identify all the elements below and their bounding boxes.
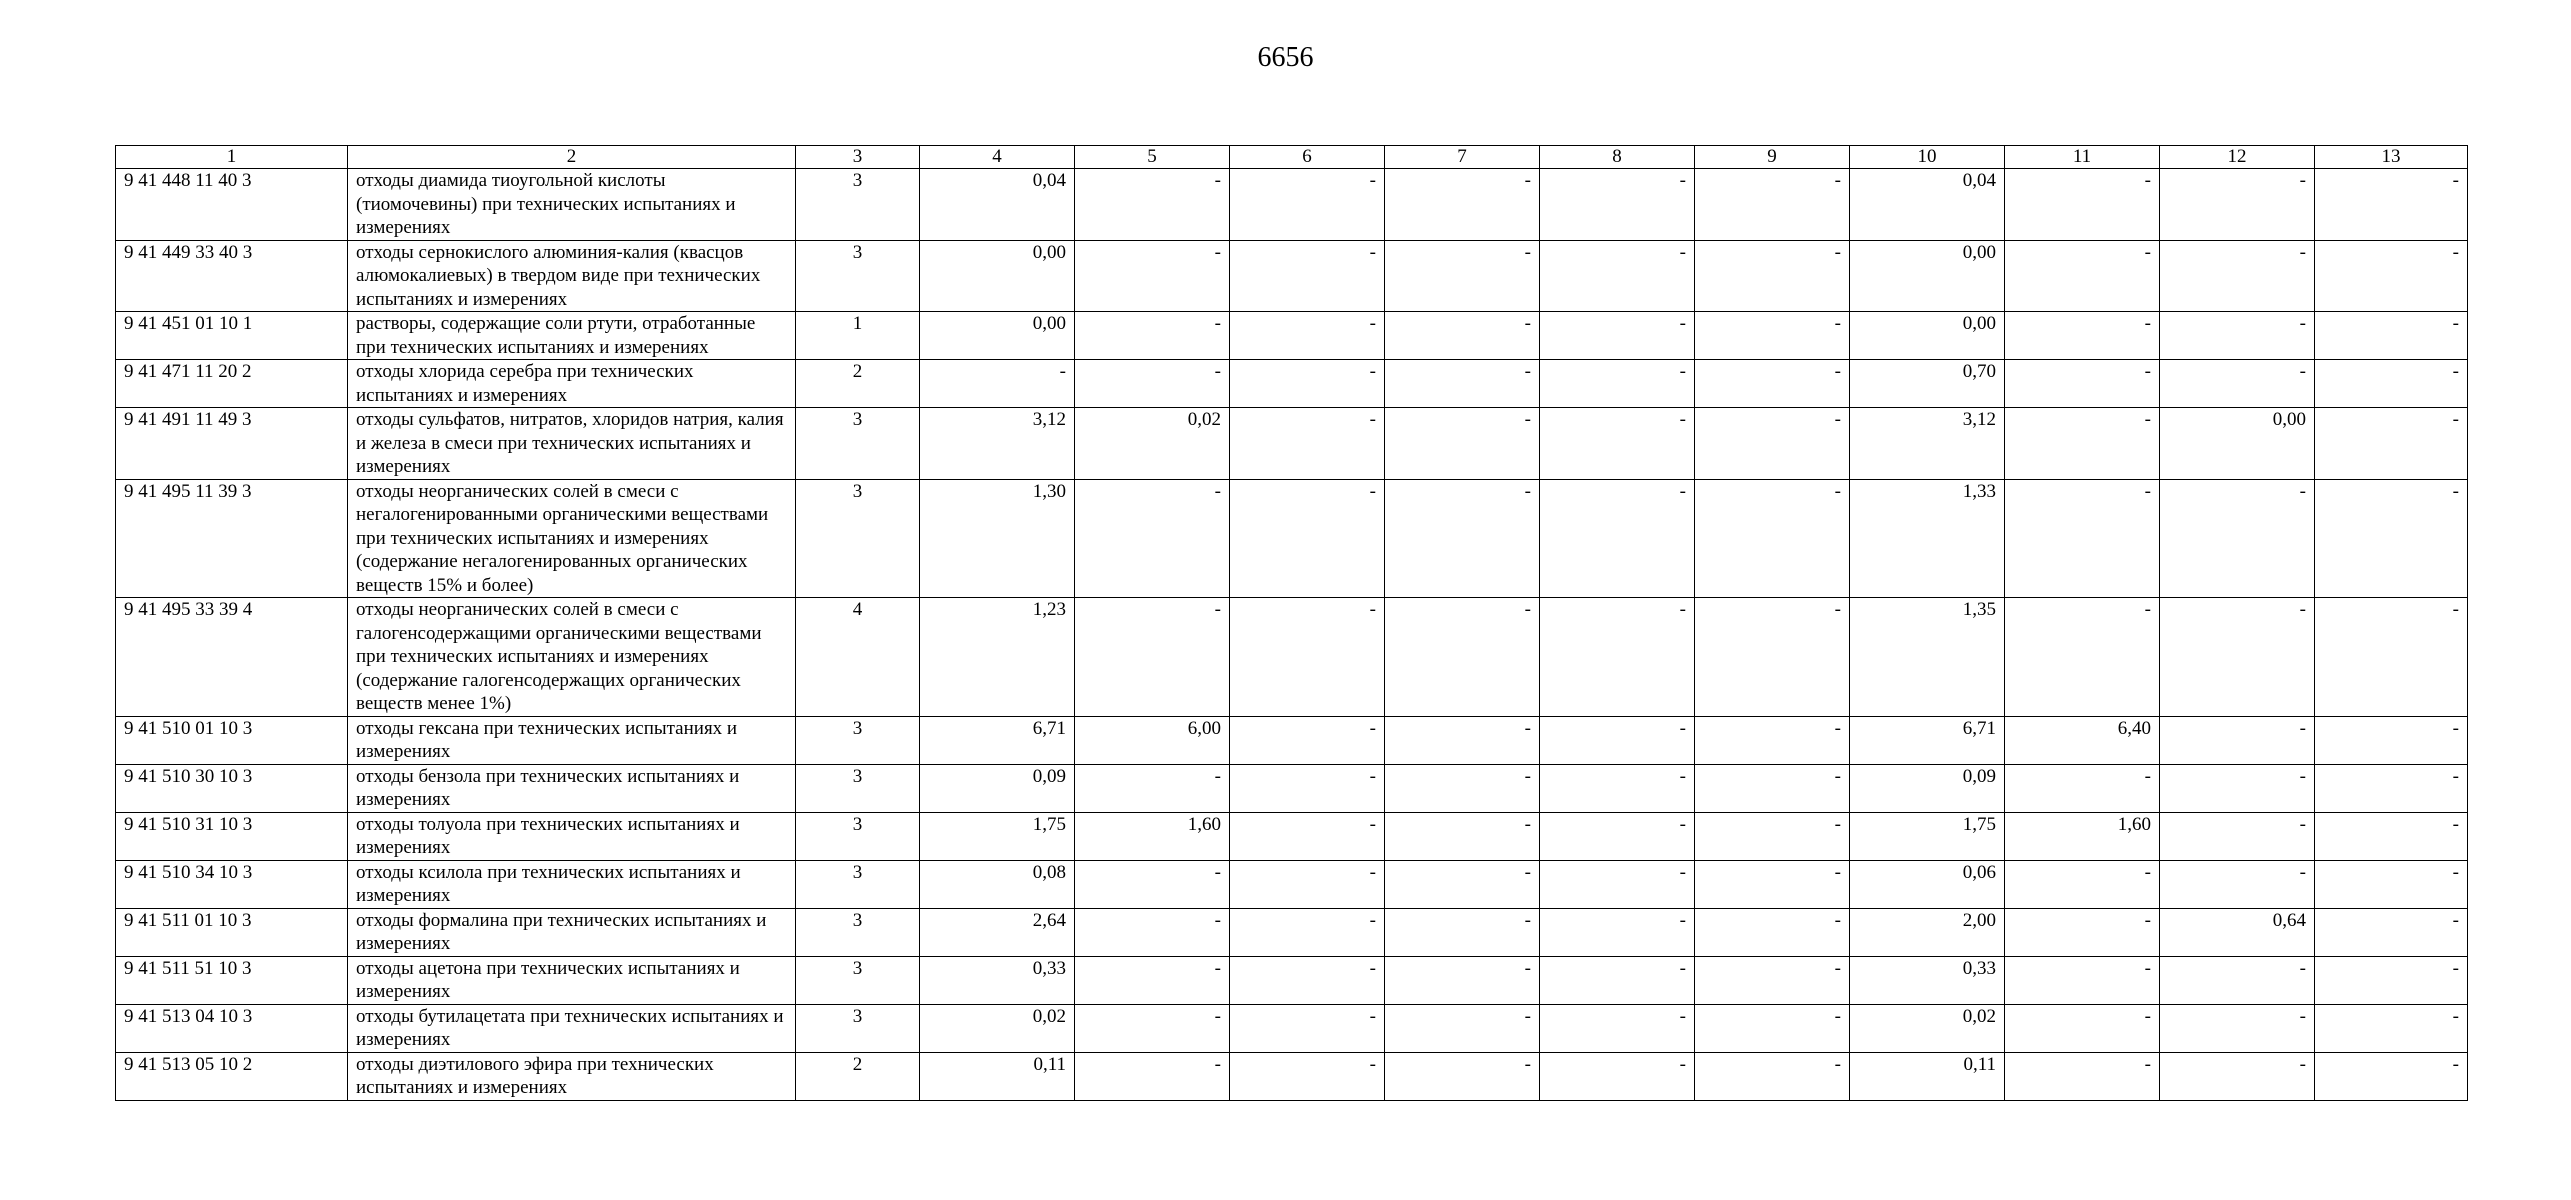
waste-name-cell: отходы сернокислого алюминия-калия (квасцов алюмокалиевых) в твердом виде при технических испытаниях и измерениях xyxy=(348,240,796,312)
value-cell-col-11: - xyxy=(2005,1052,2160,1100)
value-cell-col-10: 2,00 xyxy=(1850,908,2005,956)
waste-code-cell: 9 41 491 11 49 3 xyxy=(116,408,348,480)
value-cell-col-7: - xyxy=(1385,860,1540,908)
value-cell-col-12: - xyxy=(2160,716,2315,764)
value-cell-col-7: - xyxy=(1385,240,1540,312)
value-cell-col-7: - xyxy=(1385,598,1540,717)
value-cell-col-7: - xyxy=(1385,312,1540,360)
value-cell-col-5: 1,60 xyxy=(1075,812,1230,860)
value-cell-col-8: - xyxy=(1540,240,1695,312)
hazard-class-cell: 3 xyxy=(796,408,920,480)
waste-code-cell: 9 41 495 11 39 3 xyxy=(116,479,348,598)
waste-code-cell: 9 41 510 30 10 3 xyxy=(116,764,348,812)
value-cell-col-11: - xyxy=(2005,169,2160,241)
value-cell-col-8: - xyxy=(1540,908,1695,956)
column-header: 10 xyxy=(1850,146,2005,169)
value-cell-col-12: - xyxy=(2160,956,2315,1004)
hazard-class-cell: 3 xyxy=(796,169,920,241)
column-header: 1 xyxy=(116,146,348,169)
waste-code-cell: 9 41 451 01 10 1 xyxy=(116,312,348,360)
value-cell-col-4: 0,00 xyxy=(920,240,1075,312)
value-cell-col-4: 2,64 xyxy=(920,908,1075,956)
value-cell-col-9: - xyxy=(1695,479,1850,598)
value-cell-col-9: - xyxy=(1695,312,1850,360)
value-cell-col-6: - xyxy=(1230,812,1385,860)
value-cell-col-8: - xyxy=(1540,479,1695,598)
value-cell-col-9: - xyxy=(1695,360,1850,408)
value-cell-col-4: 6,71 xyxy=(920,716,1075,764)
table-row xyxy=(116,312,2468,360)
waste-name-cell: отходы бензола при технических испытаниях и измерениях xyxy=(348,764,796,812)
value-cell-col-6: - xyxy=(1230,1004,1385,1052)
page-number: 6656 xyxy=(1257,42,1314,73)
column-header: 8 xyxy=(1540,146,1695,169)
waste-name-cell: отходы диамида тиоугольной кислоты (тиомочевины) при технических испытаниях и измерениях xyxy=(348,169,796,241)
value-cell-col-7: - xyxy=(1385,408,1540,480)
value-cell-col-6: - xyxy=(1230,408,1385,480)
table-row xyxy=(116,169,2468,241)
value-cell-col-6: - xyxy=(1230,240,1385,312)
value-cell-col-13: - xyxy=(2315,408,2468,480)
value-cell-col-6: - xyxy=(1230,956,1385,1004)
value-cell-col-13: - xyxy=(2315,764,2468,812)
value-cell-col-4: 1,75 xyxy=(920,812,1075,860)
value-cell-col-10: 0,00 xyxy=(1850,240,2005,312)
hazard-class-cell: 3 xyxy=(796,764,920,812)
value-cell-col-4: 0,00 xyxy=(920,312,1075,360)
value-cell-col-10: 0,02 xyxy=(1850,1004,2005,1052)
value-cell-col-7: - xyxy=(1385,169,1540,241)
value-cell-col-10: 0,09 xyxy=(1850,764,2005,812)
value-cell-col-10: 1,75 xyxy=(1850,812,2005,860)
value-cell-col-7: - xyxy=(1385,908,1540,956)
value-cell-col-4: 0,04 xyxy=(920,169,1075,241)
value-cell-col-12: - xyxy=(2160,312,2315,360)
value-cell-col-12: - xyxy=(2160,360,2315,408)
waste-code-cell: 9 41 471 11 20 2 xyxy=(116,360,348,408)
waste-name-cell: растворы, содержащие соли ртути, отработанные при технических испытаниях и измерениях xyxy=(348,312,796,360)
value-cell-col-12: - xyxy=(2160,240,2315,312)
value-cell-col-6: - xyxy=(1230,1052,1385,1100)
value-cell-col-10: 0,33 xyxy=(1850,956,2005,1004)
waste-name-cell: отходы сульфатов, нитратов, хлоридов натрия, калия и железа в смеси при технических испытаниях и измерениях xyxy=(348,408,796,480)
value-cell-col-7: - xyxy=(1385,716,1540,764)
value-cell-col-5: - xyxy=(1075,1052,1230,1100)
value-cell-col-6: - xyxy=(1230,169,1385,241)
waste-code-cell: 9 41 510 01 10 3 xyxy=(116,716,348,764)
value-cell-col-11: - xyxy=(2005,479,2160,598)
table-row xyxy=(116,1052,2468,1100)
table-body xyxy=(116,169,2468,1101)
value-cell-col-9: - xyxy=(1695,956,1850,1004)
waste-code-cell: 9 41 510 34 10 3 xyxy=(116,860,348,908)
value-cell-col-6: - xyxy=(1230,764,1385,812)
value-cell-col-7: - xyxy=(1385,360,1540,408)
value-cell-col-5: - xyxy=(1075,240,1230,312)
column-header: 13 xyxy=(2315,146,2468,169)
value-cell-col-8: - xyxy=(1540,1052,1695,1100)
value-cell-col-11: - xyxy=(2005,956,2160,1004)
value-cell-col-5: 0,02 xyxy=(1075,408,1230,480)
table-row xyxy=(116,956,2468,1004)
waste-name-cell: отходы неорганических солей в смеси с галогенсодержащими органическими веществами при технических испытаниях и измерениях (содержание галогенсодержащих органических веществ менее 1%) xyxy=(348,598,796,717)
value-cell-col-13: - xyxy=(2315,812,2468,860)
value-cell-col-13: - xyxy=(2315,312,2468,360)
value-cell-col-12: - xyxy=(2160,598,2315,717)
value-cell-col-6: - xyxy=(1230,360,1385,408)
value-cell-col-9: - xyxy=(1695,716,1850,764)
waste-name-cell: отходы гексана при технических испытаниях и измерениях xyxy=(348,716,796,764)
waste-name-cell: отходы ксилола при технических испытаниях и измерениях xyxy=(348,860,796,908)
value-cell-col-11: - xyxy=(2005,764,2160,812)
value-cell-col-9: - xyxy=(1695,860,1850,908)
value-cell-col-11: 6,40 xyxy=(2005,716,2160,764)
value-cell-col-9: - xyxy=(1695,812,1850,860)
column-header: 6 xyxy=(1230,146,1385,169)
value-cell-col-4: 0,33 xyxy=(920,956,1075,1004)
value-cell-col-5: - xyxy=(1075,169,1230,241)
hazard-class-cell: 4 xyxy=(796,598,920,717)
table-row xyxy=(116,812,2468,860)
value-cell-col-6: - xyxy=(1230,312,1385,360)
value-cell-col-7: - xyxy=(1385,1052,1540,1100)
column-header: 2 xyxy=(348,146,796,169)
value-cell-col-4: 0,02 xyxy=(920,1004,1075,1052)
value-cell-col-13: - xyxy=(2315,598,2468,717)
hazard-class-cell: 3 xyxy=(796,716,920,764)
value-cell-col-8: - xyxy=(1540,812,1695,860)
value-cell-col-12: 0,00 xyxy=(2160,408,2315,480)
waste-code-cell: 9 41 449 33 40 3 xyxy=(116,240,348,312)
value-cell-col-13: - xyxy=(2315,360,2468,408)
value-cell-col-5: - xyxy=(1075,764,1230,812)
value-cell-col-13: - xyxy=(2315,908,2468,956)
value-cell-col-5: - xyxy=(1075,598,1230,717)
value-cell-col-7: - xyxy=(1385,479,1540,598)
value-cell-col-5: - xyxy=(1075,360,1230,408)
value-cell-col-10: 0,06 xyxy=(1850,860,2005,908)
value-cell-col-8: - xyxy=(1540,860,1695,908)
value-cell-col-4: 0,08 xyxy=(920,860,1075,908)
value-cell-col-9: - xyxy=(1695,908,1850,956)
value-cell-col-13: - xyxy=(2315,860,2468,908)
hazard-class-cell: 2 xyxy=(796,360,920,408)
value-cell-col-11: - xyxy=(2005,312,2160,360)
value-cell-col-10: 0,04 xyxy=(1850,169,2005,241)
waste-name-cell: отходы диэтилового эфира при технических испытаниях и измерениях xyxy=(348,1052,796,1100)
table-row xyxy=(116,908,2468,956)
value-cell-col-8: - xyxy=(1540,716,1695,764)
value-cell-col-4: - xyxy=(920,360,1075,408)
hazard-class-cell: 1 xyxy=(796,312,920,360)
waste-code-cell: 9 41 510 31 10 3 xyxy=(116,812,348,860)
table-row xyxy=(116,408,2468,480)
waste-code-cell: 9 41 513 04 10 3 xyxy=(116,1004,348,1052)
value-cell-col-9: - xyxy=(1695,169,1850,241)
value-cell-col-11: - xyxy=(2005,908,2160,956)
value-cell-col-11: - xyxy=(2005,598,2160,717)
value-cell-col-4: 1,30 xyxy=(920,479,1075,598)
waste-name-cell: отходы бутилацетата при технических испытаниях и измерениях xyxy=(348,1004,796,1052)
column-header: 4 xyxy=(920,146,1075,169)
waste-name-cell: отходы неорганических солей в смеси с негалогенированными органическими веществами при технических испытаниях и измерениях (содержание негалогенированных органических веществ 15% и более) xyxy=(348,479,796,598)
value-cell-col-13: - xyxy=(2315,1004,2468,1052)
waste-name-cell: отходы хлорида серебра при технических испытаниях и измерениях xyxy=(348,360,796,408)
table-row xyxy=(116,479,2468,598)
value-cell-col-12: - xyxy=(2160,1004,2315,1052)
value-cell-col-4: 3,12 xyxy=(920,408,1075,480)
value-cell-col-5: - xyxy=(1075,908,1230,956)
column-header: 12 xyxy=(2160,146,2315,169)
value-cell-col-12: - xyxy=(2160,1052,2315,1100)
table-row xyxy=(116,240,2468,312)
value-cell-col-5: - xyxy=(1075,956,1230,1004)
value-cell-col-10: 1,33 xyxy=(1850,479,2005,598)
value-cell-col-8: - xyxy=(1540,956,1695,1004)
value-cell-col-12: - xyxy=(2160,764,2315,812)
value-cell-col-9: - xyxy=(1695,598,1850,717)
value-cell-col-10: 3,12 xyxy=(1850,408,2005,480)
hazard-class-cell: 3 xyxy=(796,479,920,598)
value-cell-col-4: 0,09 xyxy=(920,764,1075,812)
value-cell-col-7: - xyxy=(1385,764,1540,812)
table-row xyxy=(116,360,2468,408)
value-cell-col-10: 0,11 xyxy=(1850,1052,2005,1100)
waste-table xyxy=(115,145,2468,1101)
value-cell-col-13: - xyxy=(2315,716,2468,764)
column-header: 7 xyxy=(1385,146,1540,169)
value-cell-col-12: - xyxy=(2160,860,2315,908)
value-cell-col-13: - xyxy=(2315,956,2468,1004)
hazard-class-cell: 3 xyxy=(796,812,920,860)
value-cell-col-10: 0,70 xyxy=(1850,360,2005,408)
value-cell-col-11: - xyxy=(2005,360,2160,408)
waste-code-cell: 9 41 511 01 10 3 xyxy=(116,908,348,956)
waste-code-cell: 9 41 513 05 10 2 xyxy=(116,1052,348,1100)
value-cell-col-6: - xyxy=(1230,860,1385,908)
value-cell-col-12: - xyxy=(2160,169,2315,241)
value-cell-col-6: - xyxy=(1230,479,1385,598)
value-cell-col-7: - xyxy=(1385,812,1540,860)
value-cell-col-5: - xyxy=(1075,860,1230,908)
value-cell-col-4: 1,23 xyxy=(920,598,1075,717)
value-cell-col-8: - xyxy=(1540,360,1695,408)
table-row xyxy=(116,716,2468,764)
column-header: 5 xyxy=(1075,146,1230,169)
value-cell-col-11: - xyxy=(2005,408,2160,480)
column-header: 9 xyxy=(1695,146,1850,169)
table-row xyxy=(116,860,2468,908)
value-cell-col-6: - xyxy=(1230,716,1385,764)
value-cell-col-5: 6,00 xyxy=(1075,716,1230,764)
hazard-class-cell: 3 xyxy=(796,240,920,312)
hazard-class-cell: 2 xyxy=(796,1052,920,1100)
hazard-class-cell: 3 xyxy=(796,956,920,1004)
table-row xyxy=(116,598,2468,717)
value-cell-col-8: - xyxy=(1540,764,1695,812)
value-cell-col-11: 1,60 xyxy=(2005,812,2160,860)
hazard-class-cell: 3 xyxy=(796,1004,920,1052)
value-cell-col-9: - xyxy=(1695,240,1850,312)
column-header: 3 xyxy=(796,146,920,169)
hazard-class-cell: 3 xyxy=(796,908,920,956)
value-cell-col-13: - xyxy=(2315,240,2468,312)
value-cell-col-9: - xyxy=(1695,408,1850,480)
value-cell-col-8: - xyxy=(1540,408,1695,480)
value-cell-col-7: - xyxy=(1385,956,1540,1004)
value-cell-col-13: - xyxy=(2315,479,2468,598)
value-cell-col-8: - xyxy=(1540,169,1695,241)
hazard-class-cell: 3 xyxy=(796,860,920,908)
value-cell-col-6: - xyxy=(1230,598,1385,717)
waste-code-cell: 9 41 495 33 39 4 xyxy=(116,598,348,717)
value-cell-col-4: 0,11 xyxy=(920,1052,1075,1100)
value-cell-col-9: - xyxy=(1695,1004,1850,1052)
value-cell-col-8: - xyxy=(1540,312,1695,360)
waste-code-cell: 9 41 511 51 10 3 xyxy=(116,956,348,1004)
waste-code-cell: 9 41 448 11 40 3 xyxy=(116,169,348,241)
column-header: 11 xyxy=(2005,146,2160,169)
value-cell-col-7: - xyxy=(1385,1004,1540,1052)
value-cell-col-12: - xyxy=(2160,812,2315,860)
waste-name-cell: отходы формалина при технических испытаниях и измерениях xyxy=(348,908,796,956)
value-cell-col-13: - xyxy=(2315,1052,2468,1100)
table-row xyxy=(116,1004,2468,1052)
value-cell-col-6: - xyxy=(1230,908,1385,956)
value-cell-col-8: - xyxy=(1540,598,1695,717)
value-cell-col-11: - xyxy=(2005,240,2160,312)
value-cell-col-13: - xyxy=(2315,169,2468,241)
waste-name-cell: отходы толуола при технических испытаниях и измерениях xyxy=(348,812,796,860)
value-cell-col-10: 0,00 xyxy=(1850,312,2005,360)
header-row xyxy=(116,146,2468,169)
value-cell-col-11: - xyxy=(2005,860,2160,908)
value-cell-col-8: - xyxy=(1540,1004,1695,1052)
table-row xyxy=(116,764,2468,812)
value-cell-col-12: - xyxy=(2160,479,2315,598)
value-cell-col-5: - xyxy=(1075,479,1230,598)
value-cell-col-9: - xyxy=(1695,764,1850,812)
value-cell-col-9: - xyxy=(1695,1052,1850,1100)
value-cell-col-10: 1,35 xyxy=(1850,598,2005,717)
value-cell-col-12: 0,64 xyxy=(2160,908,2315,956)
value-cell-col-5: - xyxy=(1075,1004,1230,1052)
value-cell-col-10: 6,71 xyxy=(1850,716,2005,764)
waste-name-cell: отходы ацетона при технических испытаниях и измерениях xyxy=(348,956,796,1004)
value-cell-col-5: - xyxy=(1075,312,1230,360)
value-cell-col-11: - xyxy=(2005,1004,2160,1052)
